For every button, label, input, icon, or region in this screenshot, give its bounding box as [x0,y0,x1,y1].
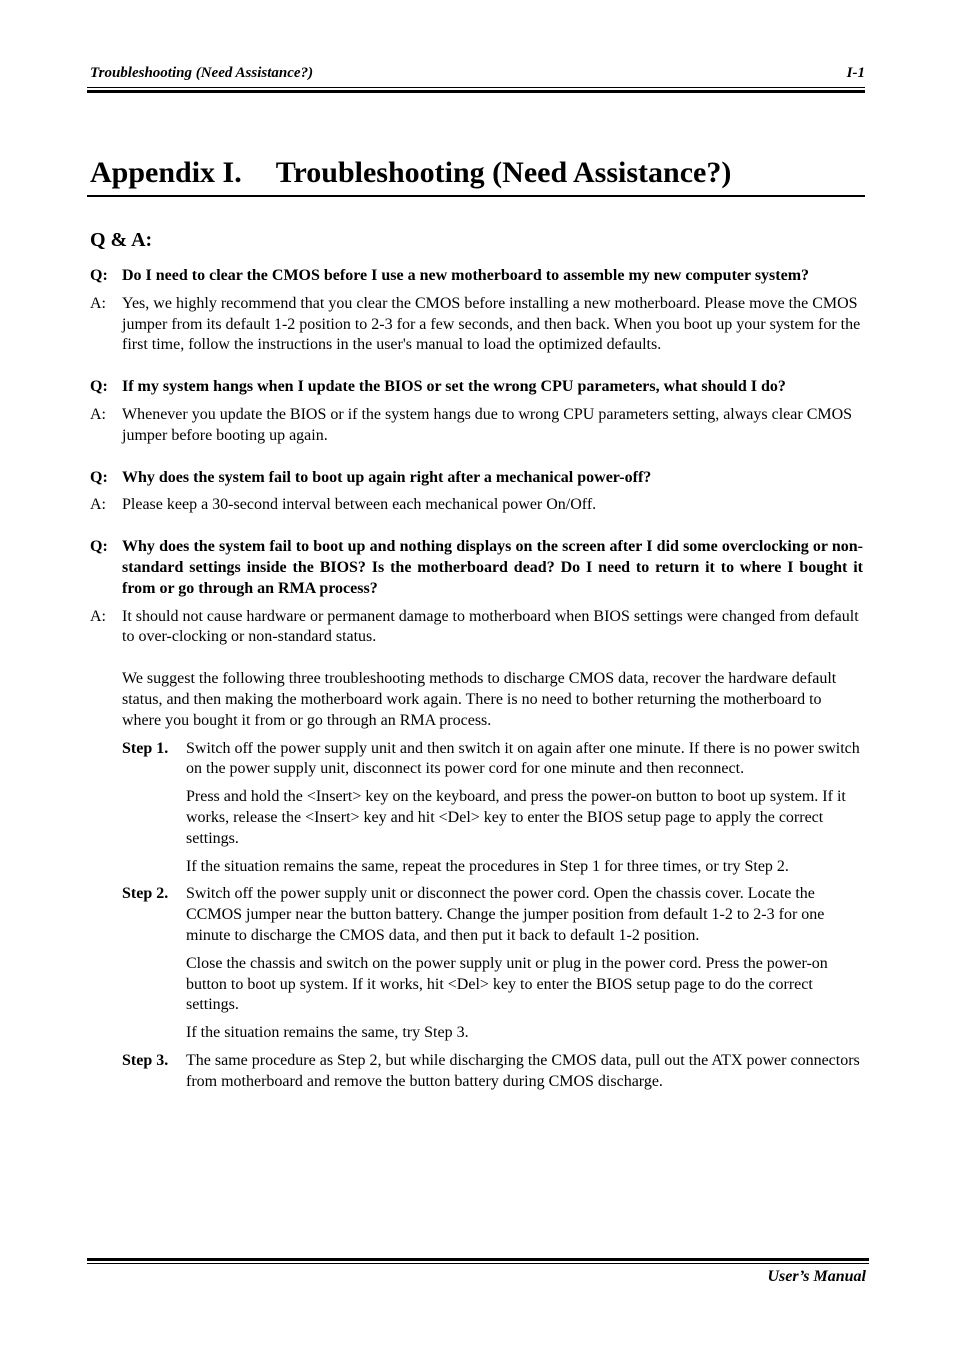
step-label: Step 2. [122,885,169,903]
troubleshooting-steps [122,739,863,1093]
answer-text: It should not cause hardware or permanent damage to motherboard when BIOS settings were changed from default to over-clocking or non-standard status. [122,607,859,646]
question-label: Q: [90,267,108,284]
question-label: Q: [90,378,108,396]
qa-content [90,266,863,1093]
answer-label: A: [90,405,106,423]
question-label: Q: [90,468,108,486]
question-text: Do I need to clear the CMOS before I use a new motherboard to assemble my new computer system? [122,267,810,284]
question-text: If my system hangs when I update the BIOS or set the wrong CPU parameters, what should I do? [122,378,786,396]
question-3 [90,468,863,489]
question-text: Why does the system fail to boot up and nothing displays on the screen after I did some overclocking or non-standard settings inside the BIOS? Is the motherboard dead? Do I need to return it to where I bought it from or go through an RMA process? [122,538,863,597]
header-page-number: I-1 [846,65,865,81]
step-paragraph: Switch off the power supply unit and then switch it on again after one minute. If there is no power switch on the power supply unit, disconnect its power cord for one minute and then reconnect. [186,739,860,778]
answer-3 [90,495,863,516]
footer-rule [87,1263,869,1264]
answer-text: Whenever you update the BIOS or if the system hangs due to wrong CPU parameters setting, always clear CMOS jumper before booting up again. [122,405,853,444]
header-chapter-title: Troubleshooting (Need Assistance?) [90,65,314,81]
step-paragraph: If the situation remains the same, repeat the procedures in Step 1 for three times, or try Step 2. [186,857,789,875]
answer-label: A: [90,607,106,625]
appendix-label: Appendix I. [90,156,242,189]
appendix-title [90,155,731,191]
step-label: Step 1. [122,739,169,757]
step-3 [122,1051,863,1093]
answer-4 [90,607,863,732]
running-footer: User’s Manual [767,1268,866,1285]
header-rule-thick [87,90,865,93]
step-paragraph: The same procedure as Step 2, but while discharging the CMOS data, pull out the ATX power connectors from motherboard and remove the button battery during CMOS discharge. [186,1051,860,1090]
answer-1 [90,294,863,356]
footer-rule-thick [87,1258,869,1261]
question-text: Why does the system fail to boot up again right after a mechanical power-off? [122,468,652,486]
step-paragraph: Close the chassis and switch on the power supply unit or plug in the power cord. Press the power-on button to boot up system. If it works, hit <Del> key to enter the BIOS setup page to do the correct settings. [186,954,828,1014]
section-heading: Q & A: [90,229,153,251]
question-1 [90,266,863,287]
question-4 [90,537,863,599]
title-rule [87,195,865,197]
running-header [90,65,865,82]
answer-label: A: [90,496,106,514]
answer-label: A: [90,294,106,312]
header-rule [87,87,865,88]
question-2 [90,377,863,398]
step-2 [122,884,863,1044]
step-paragraph: If the situation remains the same, try Step 3. [186,1024,469,1042]
step-paragraph: Switch off the power supply unit or disconnect the power cord. Open the chassis cover. Locate the CCMOS jumper near the button battery. Change the jumper position from default 1-2 to 2-3 for one minute to discharge the CMOS data, and then put it back to default 1-2 position. [186,885,825,944]
step-1 [122,739,863,878]
appendix-title-text: Troubleshooting (Need Assistance?) [275,156,732,189]
question-label: Q: [90,538,108,556]
step-paragraph: Press and hold the <Insert> key on the keyboard, and press the power-on button to boot up system. If it works, release the <Insert> key and hit <Del> key to enter the BIOS setup page to apply the correct settings. [186,788,846,847]
step-label: Step 3. [122,1051,169,1069]
answer-text: Yes, we highly recommend that you clear the CMOS before installing a new motherboard. Please move the CMOS jumper from its default 1-2 position to 2-3 for a few seconds, and then back. When you boot up your system for the first time, follow the instructions in the user's manual to load the optimized defaults. [122,294,861,354]
answer-2 [90,405,863,447]
answer-followup-text: We suggest the following three troubleshooting methods to discharge CMOS data, recover the hardware default status, and then making the motherboard work again. There is no need to bother returning the motherboard to where you bought it from or go through an RMA process. [122,670,837,729]
answer-text: Please keep a 30-second interval between each mechanical power On/Off. [122,496,597,514]
